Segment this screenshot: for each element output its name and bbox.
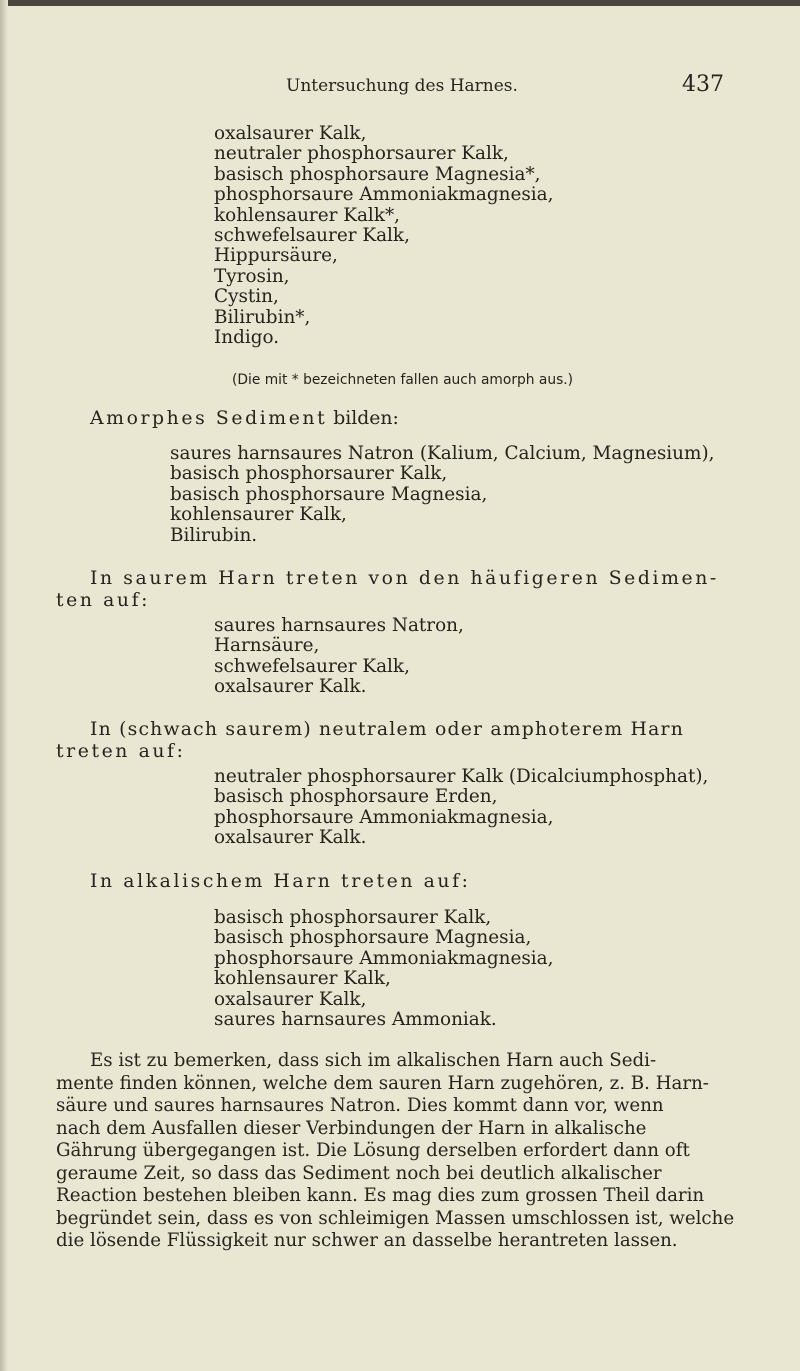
list-item: schwefelsaurer Kalk, — [214, 655, 410, 677]
heading-spaced-text: Amorphes Sediment — [90, 408, 328, 429]
list-item: saures harnsaures Ammoniak. — [214, 1009, 497, 1031]
list-item: Tyrosin, — [214, 265, 290, 287]
section-heading-acid-urine-cont: ten auf: — [56, 590, 151, 611]
list-item: basisch phosphorsaurer Kalk, — [170, 463, 448, 485]
neutral-urine-list — [214, 767, 708, 849]
crystalline-sediment-list — [214, 124, 553, 348]
alkaline-urine-list — [214, 908, 553, 1030]
list-item: oxalsaurer Kalk. — [214, 827, 367, 849]
acid-urine-list — [214, 616, 464, 698]
list-item: Hippursäure, — [214, 245, 338, 267]
section-heading-neutral-urine-cont: treten auf: — [56, 741, 186, 762]
paragraph-line: begründet sein, dass es von schleimigen Massen umschlossen ist, welche — [56, 1207, 735, 1229]
list-item: phosphorsaure Ammoniakmagnesia, — [214, 184, 554, 206]
list-item: oxalsaurer Kalk. — [214, 676, 367, 698]
section-heading-acid-urine: In saurem Harn treten von den häufigeren Sedimen- — [90, 568, 719, 589]
list-item: basisch phosphorsaure Magnesia*, — [214, 163, 541, 185]
list-item: kohlensaurer Kalk, — [170, 504, 347, 526]
page-header — [0, 72, 800, 104]
list-item: Bilirubin*, — [214, 306, 311, 328]
paragraph-line: mente finden können, welche dem sauren Harn zugehören, z. B. Harn- — [56, 1072, 709, 1094]
list-item: Cystin, — [214, 286, 279, 308]
paragraph-line: säure und saures harnsaures Natron. Dies kommt dann vor, wenn — [56, 1095, 664, 1116]
running-title: Untersuchung des Harnes. — [286, 76, 518, 96]
list-item: oxalsaurer Kalk, — [214, 123, 367, 144]
list-item: basisch phosphorsaure Magnesia, — [170, 483, 488, 505]
list-item: basisch phosphorsaurer Kalk, — [214, 907, 492, 928]
page-left-edge — [0, 0, 8, 1371]
page-top-edge — [0, 0, 800, 6]
paragraph-line: geraume Zeit, so dass das Sediment noch bei deutlich alkalischer — [56, 1162, 662, 1184]
footnote-amorphous: (Die mit * bezeichneten fallen auch amorph aus.) — [232, 372, 574, 388]
list-item: phosphorsaure Ammoniakmagnesia, — [214, 947, 554, 969]
closing-paragraph — [56, 1050, 756, 1253]
section-heading-alkaline-urine: In alkalischem Harn treten auf: — [90, 871, 471, 892]
paragraph-line: Reaction bestehen bleiben kann. Es mag dies zum grossen Theil darin — [56, 1185, 705, 1206]
list-item: Harnsäure, — [214, 635, 320, 657]
list-item: schwefelsaurer Kalk, — [214, 225, 410, 247]
list-item: kohlensaurer Kalk*, — [214, 204, 400, 226]
list-item: saures harnsaures Natron (Kalium, Calcium, Magnesium), — [170, 443, 715, 464]
section-heading-amorphous — [90, 408, 399, 429]
list-item: saures harnsaures Natron, — [214, 615, 464, 636]
list-item: neutraler phosphorsaurer Kalk (Dicalciumphosphat), — [214, 766, 709, 787]
list-item: basisch phosphorsaure Erden, — [214, 786, 498, 808]
paragraph-line: die lösende Flüssigkeit nur schwer an dasselbe herantreten lassen. — [56, 1230, 678, 1251]
section-heading-neutral-urine: In (schwach saurem) neutralem oder amphoterem Harn — [90, 719, 684, 740]
list-item: kohlensaurer Kalk, — [214, 968, 391, 990]
paragraph-line: Es ist zu bemerken, dass sich im alkalischen Harn auch Sedi- — [90, 1050, 657, 1071]
list-item: Bilirubin. — [170, 524, 258, 546]
heading-text: bilden: — [327, 408, 399, 429]
list-item: oxalsaurer Kalk, — [214, 988, 367, 1010]
list-item: neutraler phosphorsaurer Kalk, — [214, 143, 509, 165]
list-item: phosphorsaure Ammoniakmagnesia, — [214, 806, 554, 828]
paragraph-line: nach dem Ausfallen dieser Verbindungen der Harn in alkalische — [56, 1117, 647, 1139]
list-item: basisch phosphorsaure Magnesia, — [214, 927, 532, 949]
page-number: 437 — [682, 72, 724, 97]
amorphous-sediment-list — [170, 444, 714, 546]
paragraph-line: Gährung übergegangen ist. Die Lösung derselben erfordert dann oft — [56, 1140, 690, 1161]
list-item: Indigo. — [214, 327, 280, 349]
